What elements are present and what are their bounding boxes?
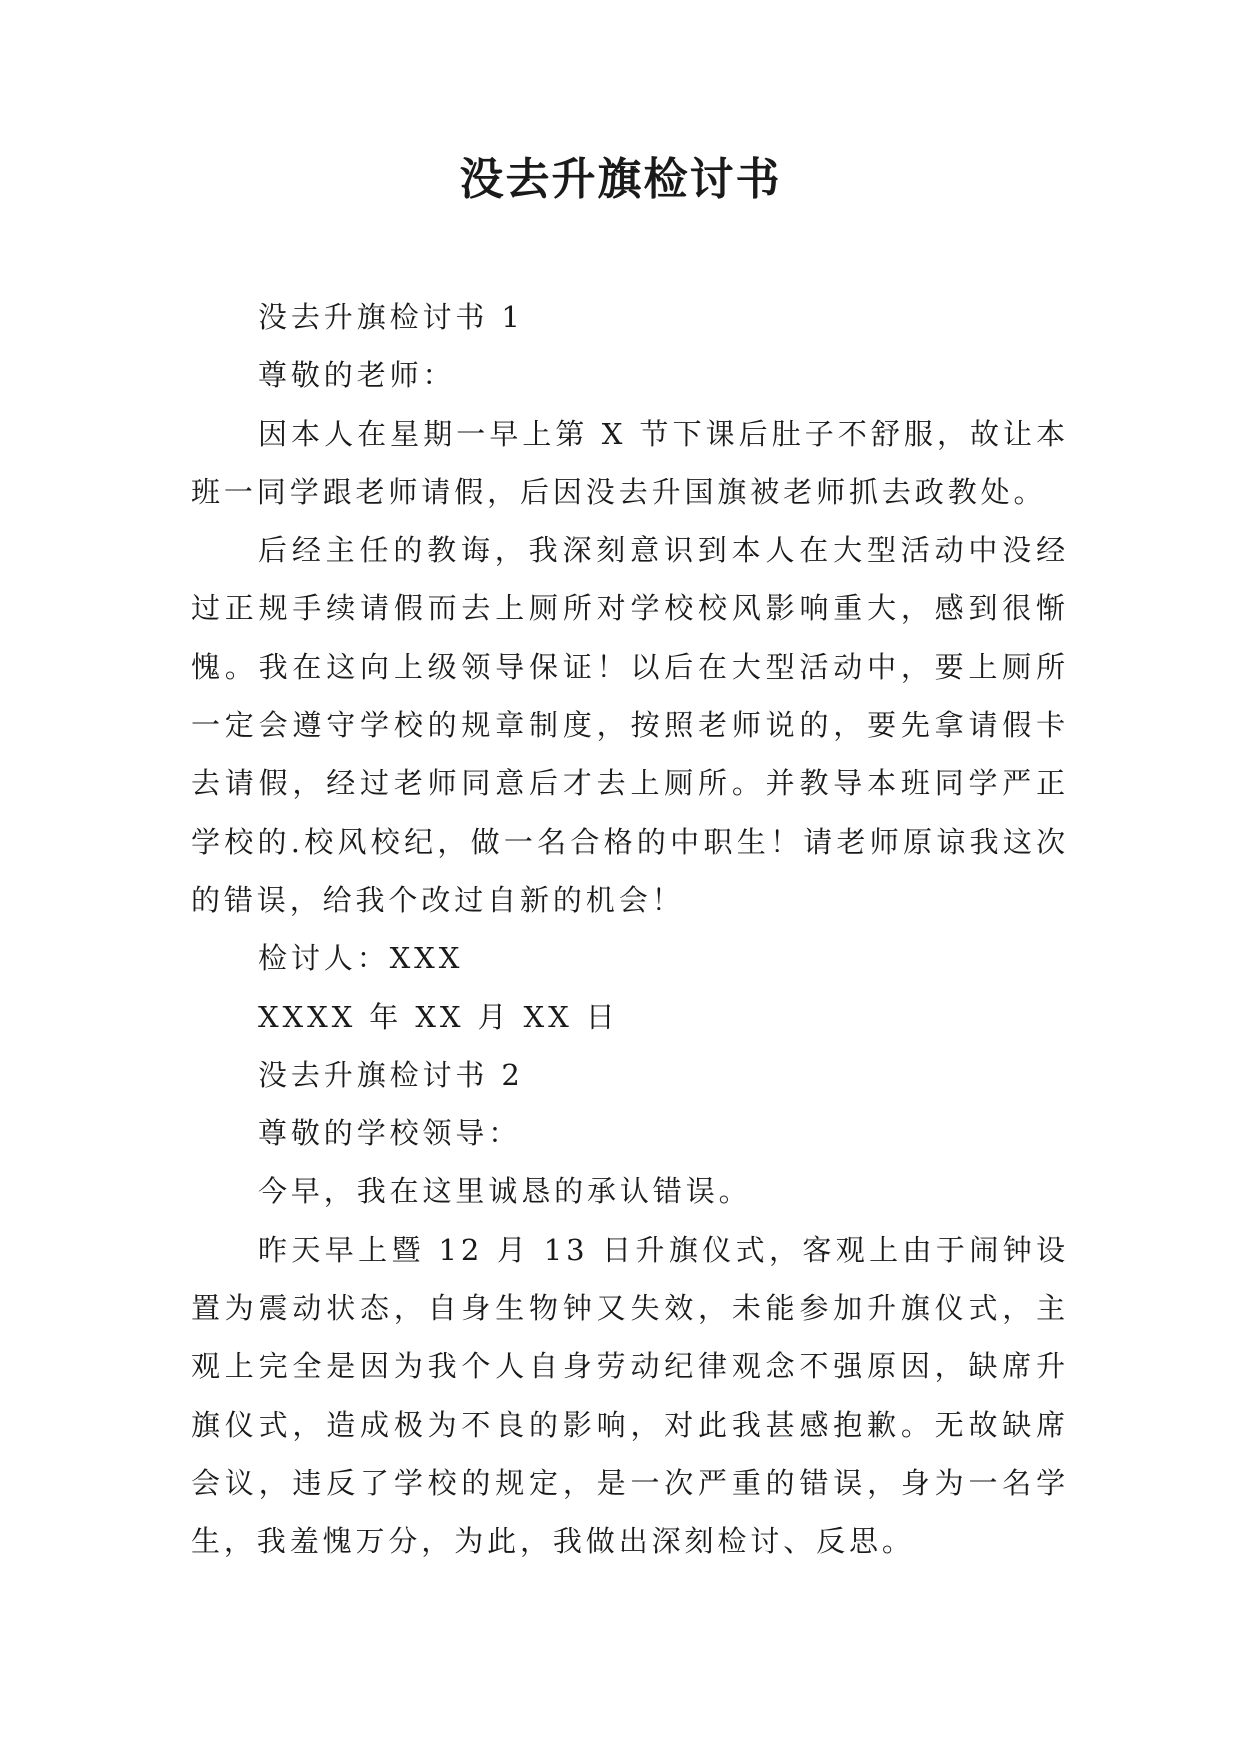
salutation: 尊敬的老师： <box>258 358 456 393</box>
document-title: 没去升旗检讨书 <box>459 154 782 205</box>
paragraph: 因本人在星期一早上第 X 节下课后肚子不舒服，故让本班一同学跟老师请假，后因没去升国旗被老师抓去政教处。 <box>191 416 1069 509</box>
section-heading: 没去升旗检讨书 1 <box>258 300 524 334</box>
date-line: XXXX 年 XX 月 XX 日 <box>258 999 619 1034</box>
section-heading: 没去升旗检讨书 2 <box>258 1057 524 1092</box>
signature-line: 检讨人：XXX <box>258 941 464 976</box>
paragraph: 今早，我在这里诚恳的承认错误。 <box>258 1174 752 1209</box>
paragraph: 昨天早上暨 12 月 13 日升旗仪式，客观上由于闹钟设置为震动状态，自身生物钟又失效，未能参加升旗仪式，主观上完全是因为我个人自身劳动纪律观念不强原因，缺席升旗仪式，造成极为不良的影响，对此我甚感抱歉。无故缺席会议，违反了学校的规定，是一次严重的错误，身为一名学生，我羞愧万分，为此，我做出深刻检讨、反思。 <box>191 1232 1069 1559</box>
document-body <box>191 288 1069 1571</box>
paragraph: 后经主任的教诲，我深刻意识到本人在大型活动中没经过正规手续请假而去上厕所对学校校风影响重大，感到很惭愧。我在这向上级领导保证！以后在大型活动中，要上厕所一定会遵守学校的规章制度，按照老师说的，要先拿请假卡去请假，经过老师同意后才去上厕所。并教导本班同学严正学校的.校风校纪，做一名合格的中职生！请老师原谅我这次的错误，给我个改过自新的机会！ <box>191 533 1069 917</box>
salutation: 尊敬的学校领导： <box>258 1116 522 1151</box>
